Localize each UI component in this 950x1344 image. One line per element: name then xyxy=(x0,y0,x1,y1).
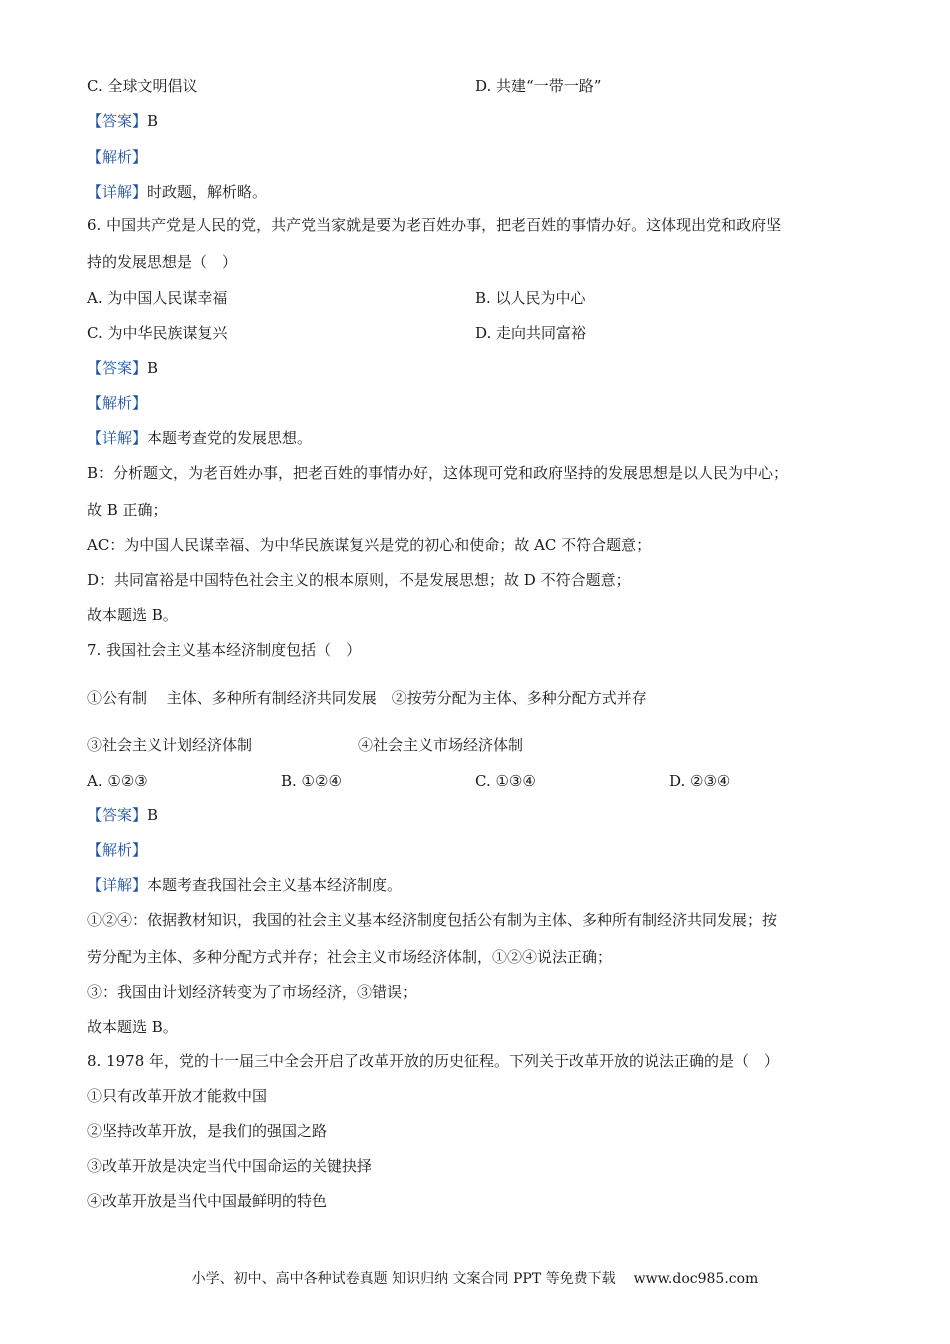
q6-option-d: D. 走向共同富裕 xyxy=(475,324,587,342)
answer-value: B xyxy=(147,806,159,824)
page-footer xyxy=(0,1268,950,1290)
detail-tag: 【详解】 xyxy=(87,876,148,894)
q6-detail xyxy=(87,427,312,449)
q7-stem: 7. 我国社会主义基本经济制度包括（ ） xyxy=(87,641,362,659)
detail-text: 本题考查党的发展思想。 xyxy=(147,429,313,447)
q7-option-a: A. ①②③ xyxy=(87,772,148,790)
footer-site-link[interactable]: www.doc985.com xyxy=(633,1271,759,1287)
q5-analysis-tag: 【解析】 xyxy=(87,148,148,166)
answer-tag: 【答案】 xyxy=(87,112,148,130)
q8-item-1: ①只有改革开放才能救中国 xyxy=(87,1087,268,1105)
q7-explanation-line-1: ①②④：依据教材知识，我国的社会主义基本经济制度包括公有制为主体、多种所有制经济共同发展；按 xyxy=(87,911,778,929)
answer-tag: 【答案】 xyxy=(87,806,148,824)
q8-item-4: ④改革开放是当代中国最鲜明的特色 xyxy=(87,1192,328,1210)
q6-stem-line-2: 持的发展思想是（ ） xyxy=(87,253,238,271)
q7-item-3: ③社会主义计划经济体制 xyxy=(87,736,253,754)
q5-option-c: C. 全球文明倡议 xyxy=(87,77,198,95)
q7-explanation-line-3: ③：我国由计划经济转变为了市场经济，③错误； xyxy=(87,983,418,1001)
q7-item-4: ④社会主义市场经济体制 xyxy=(358,736,524,754)
q6-explanation-line-1: B：分析题文，为老百姓办事，把老百姓的事情办好，这体现可党和政府坚持的发展思想是以人民为中心； xyxy=(87,464,789,482)
q7-explanation-line-2: 劳分配为主体、多种分配方式并存；社会主义市场经济体制，①②④说法正确； xyxy=(87,948,613,966)
q6-explanation-line-3: AC：为中国人民谋幸福、为中华民族谋复兴是党的初心和使命；故 AC 不符合题意； xyxy=(87,536,652,554)
q6-option-b: B. 以人民为中心 xyxy=(475,289,586,307)
q5-option-d: D. 共建“一带一路” xyxy=(475,77,602,95)
q8-item-3: ③改革开放是决定当代中国命运的关键抉择 xyxy=(87,1157,373,1175)
q6-option-a: A. 为中国人民谋幸福 xyxy=(87,289,228,307)
q6-explanation-line-2: 故 B 正确； xyxy=(87,501,168,519)
q5-detail xyxy=(87,181,267,203)
detail-tag: 【详解】 xyxy=(87,429,148,447)
q6-stem-line-1: 6. 中国共产党是人民的党，共产党当家就是要为老百姓办事，把老百姓的事情办好。这体现出党和政府坚 xyxy=(87,216,782,234)
q6-analysis-tag: 【解析】 xyxy=(87,394,148,412)
q7-option-c: C. ①③④ xyxy=(475,772,536,790)
q7-items-1-2: ①公有制 主体、多种所有制经济共同发展 ②按劳分配为主体、多种分配方式并存 xyxy=(87,689,647,707)
q5-answer xyxy=(87,110,158,132)
q7-option-d: D. ②③④ xyxy=(669,772,731,790)
q7-answer xyxy=(87,804,158,826)
answer-value: B xyxy=(147,112,159,130)
detail-text: 本题考查我国社会主义基本经济制度。 xyxy=(147,876,403,894)
answer-value: B xyxy=(147,359,159,377)
answer-tag: 【答案】 xyxy=(87,359,148,377)
q7-option-b: B. ①②④ xyxy=(281,772,342,790)
q7-analysis-tag: 【解析】 xyxy=(87,841,148,859)
q6-explanation-line-4: D：共同富裕是中国特色社会主义的根本原则，不是发展思想；故 D 不符合题意； xyxy=(87,571,631,589)
detail-tag: 【详解】 xyxy=(87,183,148,201)
q8-stem: 8. 1978 年，党的十一届三中全会开启了改革开放的历史征程。下列关于改革开放的说法正确的是（ ） xyxy=(87,1052,780,1070)
detail-text: 时政题，解析略。 xyxy=(147,183,268,201)
q6-answer xyxy=(87,357,158,379)
footer-text: 小学、初中、高中各种试卷真题 知识归纳 文案合同 PPT 等免费下载 xyxy=(191,1271,616,1287)
q6-explanation-line-5: 故本题选 B。 xyxy=(87,606,178,624)
q8-item-2: ②坚持改革开放，是我们的强国之路 xyxy=(87,1122,328,1140)
q6-option-c: C. 为中华民族谋复兴 xyxy=(87,324,228,342)
q7-explanation-line-4: 故本题选 B。 xyxy=(87,1018,178,1036)
q7-detail xyxy=(87,874,402,896)
